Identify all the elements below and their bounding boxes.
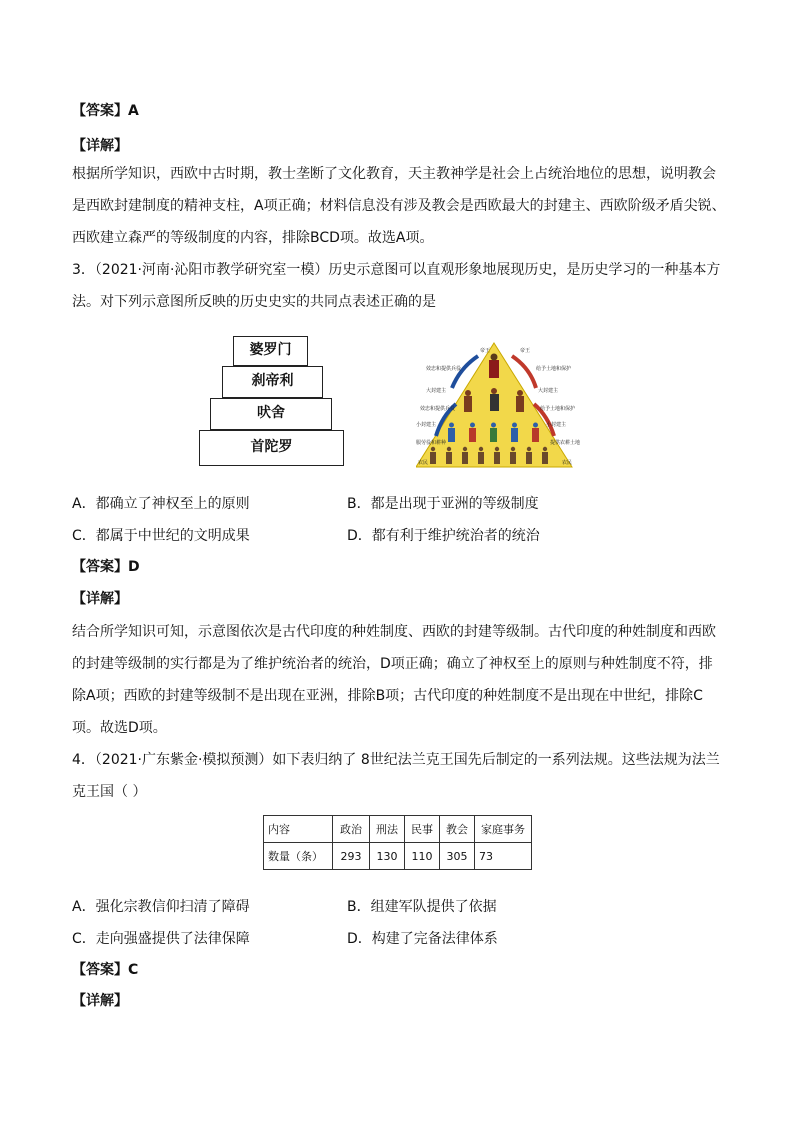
table-header-cell: 刑法 [370,816,405,843]
label-king-right: 帝王 [520,348,531,354]
label-peasant-right: 农民 [562,460,573,466]
table-cell: 110 [405,843,440,870]
q4-option-b[interactable]: B．组建军队提供了依据 [347,899,497,915]
q3-stem-line-2: 法。对下列示意图所反映的历史史实的共同点表述正确的是 [72,294,436,310]
table-header-cell: 家庭事务 [475,816,532,843]
table-header-row [264,816,532,843]
q3-stem-line-1: 3．（2021·河南·沁阳市教学研究室一模）历史示意图可以直观形象地展现历史，是历史学习的一种基本方 [72,262,721,278]
q4-option-d[interactable]: D．构建了完备法律体系 [347,931,498,947]
label-small-lord-right: 小封建主 [546,422,567,428]
q3-explanation-line-3: 除A项；西欧的封建等级制不是出现在亚洲，排除B项；古代印度的种姓制度不是出现在中世纪，排除C [72,688,703,704]
law-table [263,815,532,870]
label-small-lord-left: 小封建主 [416,422,437,428]
feudal-pyramid-diagram [416,340,586,470]
label-peasant-left: 农民 [418,460,429,466]
table-header-cell: 政治 [333,816,370,843]
label-pay-tax-1: 效忠和提供兵役 [426,366,462,372]
label-serve: 服劳役和耕种 [416,440,447,446]
q4-detail-label: 【详解】 [72,993,128,1009]
q3-option-a[interactable]: A．都确立了神权至上的原则 [72,496,250,512]
table-cell: 305 [440,843,475,870]
label-give-land-2: 给予土地和保护 [540,406,576,412]
table-row [264,843,532,870]
q4-stem-line-2: 克王国（ ） [72,784,147,800]
q2-explanation-line-3: 西欧建立森严的等级制度的内容，排除BCD项。故选A项。 [72,230,434,246]
table-cell: 73 [475,843,532,870]
label-big-lord-right: 大封建主 [538,388,559,394]
caste-level-shudra: 首陀罗 [199,430,344,466]
table-header-cell: 民事 [405,816,440,843]
label-big-lord-left: 大封建主 [426,388,447,394]
q3-explanation-line-1: 结合所学知识可知，示意图依次是古代印度的种姓制度、西欧的封建等级制。古代印度的种姓制度和西欧 [72,624,716,640]
label-provide-land: 提供农耕土地 [550,440,581,446]
q4-option-c[interactable]: C．走向强盛提供了法律保障 [72,931,250,947]
q2-explanation-line-1: 根据所学知识，西欧中古时期，教士垄断了文化教育，天主教神学是社会上占统治地位的思想，说明教会 [72,166,716,182]
q3-detail-label: 【详解】 [72,591,128,607]
q3-option-d[interactable]: D．都有利于维护统治者的统治 [347,528,540,544]
q3-answer: 【答案】D [72,559,140,575]
q2-explanation-line-2: 是西欧封建制度的精神支柱，A项正确；材料信息没有涉及教会是西欧最大的封建主、西欧阶级矛盾尖锐、 [72,198,726,214]
q3-option-c[interactable]: C．都属于中世纪的文明成果 [72,528,250,544]
q4-stem-line-1: 4．（2021·广东紫金·模拟预测）如下表归纳了 8世纪法兰克王国先后制定的一系列法规。这些法规为法兰 [72,752,720,768]
caste-level-brahmin: 婆罗门 [233,336,308,366]
king-figure [489,360,499,378]
q4-option-a[interactable]: A．强化宗教信仰扫清了障碍 [72,899,250,915]
q3-option-b[interactable]: B．都是出现于亚洲的等级制度 [347,496,539,512]
table-header-cell: 教会 [440,816,475,843]
caste-level-vaishya: 吠舍 [210,398,332,430]
q2-answer: 【答案】A [72,103,139,119]
q3-explanation-line-4: 项。故选D项。 [72,720,167,736]
q4-answer: 【答案】C [72,962,139,978]
table-cell: 130 [370,843,405,870]
q3-explanation-line-2: 的封建等级制的实行都是为了维护统治者的统治，D项正确；确立了神权至上的原则与种姓制度不符，排 [72,656,713,672]
q2-detail-label: 【详解】 [72,138,128,154]
label-give-land-1: 给予土地和保护 [536,366,572,372]
label-king-left: 帝王 [480,348,491,354]
caste-level-kshatriya: 刹帝利 [222,366,323,398]
table-header-cell: 内容 [264,816,333,843]
table-cell: 数量（条） [264,843,333,870]
table-cell: 293 [333,843,370,870]
label-pay-tax-2: 效忠和提供兵役 [420,406,456,412]
